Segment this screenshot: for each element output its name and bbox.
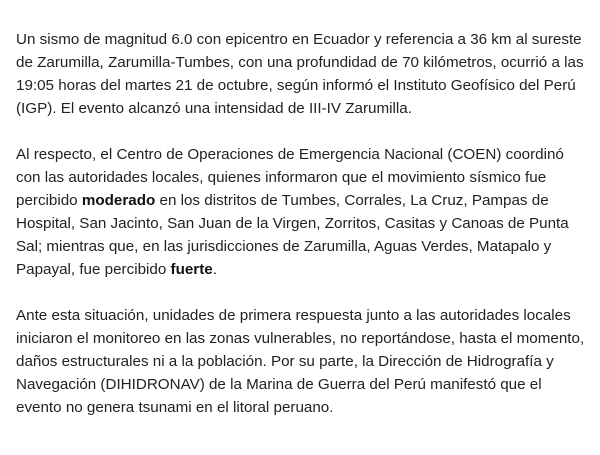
paragraph-earthquake-report: Un sismo de magnitud 6.0 con epicentro en Ecuador y referencia a 36 km al sureste de Zarumilla, Zarumilla-Tumbes, con una profundidad de 70 kilómetros, ocurrió a las 19:05 horas del martes 21 de octubre, según informó el Instituto Geofísico del Perú (IGP). El evento alcanzó una intensidad de III-IV Zarumilla.: [16, 31, 584, 117]
paragraph-response-report: Ante esta situación, unidades de primera respuesta junto a las autoridades locales iniciaron el monitoreo en las zonas vulnerables, no reportándose, hasta el momento, daños estructurales ni a la población. Por su parte, la Dirección de Hidrografía y Navegación (DIHIDRONAV) de la Marina de Guerra del Perú manifestó que el evento no genera tsunami en el litoral peruano.: [16, 307, 585, 416]
paragraph-text: en los distritos de Tumbes, Corrales, La Cruz, Pampas de Hospital, San Jacinto, San Juan de la Virgen, Zorritos, Casitas y Canoas de Punta Sal; mientras que, en las jurisdicciones de Zarumilla, Aguas Verdes, Matapalo y Papayal, fue percibido: [16, 192, 569, 278]
paragraph-text: Al respecto, el Centro de Operaciones de Emergencia Nacional (COEN) coordinó con las autoridades locales, quienes informaron que el movimiento sísmico fue percibido: [16, 146, 564, 209]
intensity-moderate-label: moderado: [81, 192, 156, 209]
paragraph-text: .: [212, 261, 217, 278]
intensity-strong-label: fuerte: [170, 261, 213, 278]
article-body: [16, 28, 588, 442]
paragraph-coen-report: [16, 143, 588, 281]
